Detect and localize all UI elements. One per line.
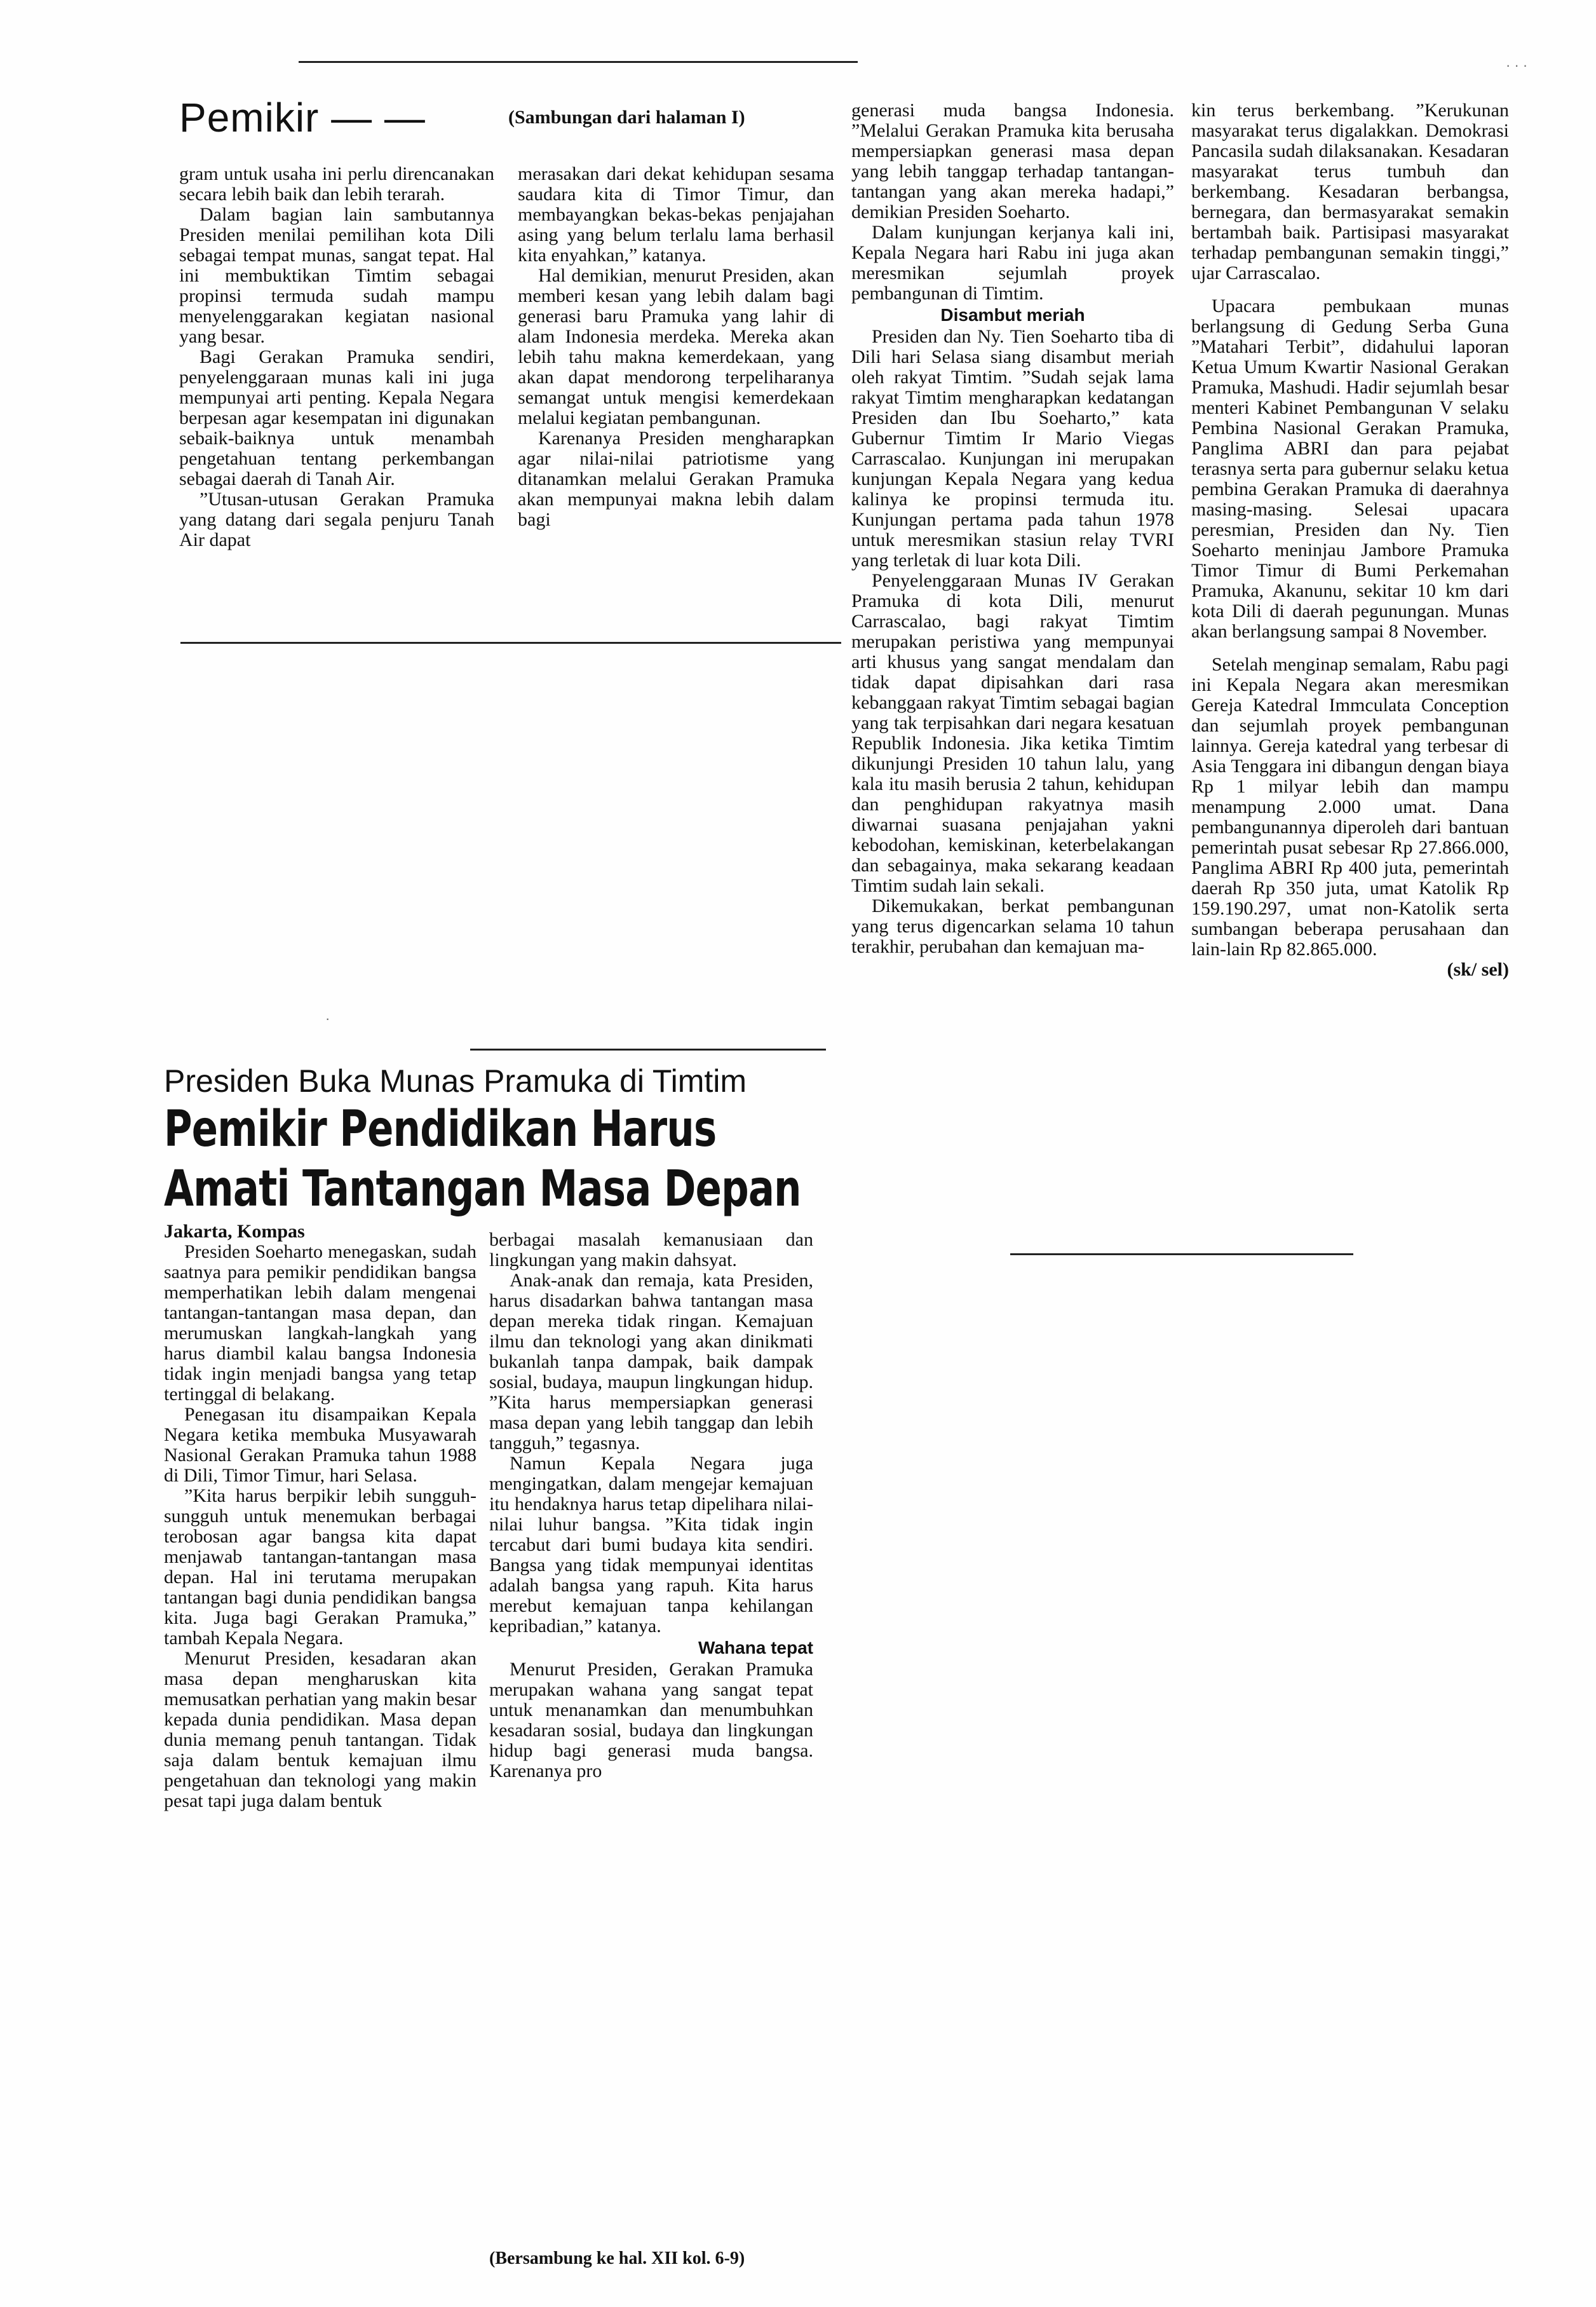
paragraph: Penegasan itu disampaikan Kepala Negara ketika membuka Musyawarah Nasional Gerakan Pramuka tahun 1988 di Dili, Timor Timur, hari Selasa.	[164, 1404, 477, 1486]
article-column-1	[164, 1222, 477, 1811]
top-column-2	[518, 164, 834, 530]
headline-line-1: Pemikir Pendidikan Harus	[164, 1101, 717, 1158]
paragraph: Dalam bagian lain sambutannya Presiden menilai pemilihan kota Dili sebagai tempat munas, sangat tepat. Hal ini membuktikan Timtim sebagai propinsi termuda sudah mampu menyelenggarakan kegiatan nasional yang besar.	[179, 204, 494, 347]
paragraph: ”Utusan-utusan Gerakan Pramuka yang datang dari segala penjuru Tanah Air dapat	[179, 489, 494, 550]
paragraph: Presiden Soeharto menegaskan, sudah saatnya para pemikir pendidikan bangsa memperhatikan lebih dalam mengenai tantangan-tantangan masa depan, dan merumuskan langkah-langkah yang harus diambil kalau bangsa Indonesia tidak ingin menjadi bangsa yang tetap tertinggal di belakang.	[164, 1241, 477, 1405]
paragraph: Bagi Gerakan Pramuka sendiri, penyelenggaraan munas kali ini juga mempunyai arti penting. Kepala Negara berpesan agar kesempatan ini digunakan sebaik-baiknya untuk menambah pengetahuan tentang perkembangan sebagai daerah di Tanah Air.	[179, 346, 494, 489]
paragraph: Menurut Presiden, Gerakan Pramuka merupakan wahana yang sangat tepat untuk menanamkan dan menumbuhkan kesadaran sosial, budaya dan lingkungan hidup bagi generasi muda bangsa. Karenanya pro	[489, 1659, 813, 1781]
paragraph: Namun Kepala Negara juga mengingatkan, dalam mengejar kemajuan itu hendaknya harus tetap dipelihara nilai-nilai luhur bangsa. ”Kita tidak ingin tercabut dari bumi budaya kita sendiri. Bangsa yang tidak mempunyai identitas adalah bangsa yang rapuh. Kita harus merebut kemajuan tanpa kehilangan kepribadian,” katanya.	[489, 1453, 813, 1637]
stray-mark: ·	[325, 1011, 330, 1026]
section-heading: Pemikir — —	[179, 95, 426, 140]
top-rule	[299, 61, 858, 63]
headline-line-2: Amati Tantangan Masa Depan	[164, 1160, 801, 1218]
top-column-1	[179, 164, 494, 550]
paragraph: berbagai masalah kemanusiaan dan lingkungan yang makin dahsyat.	[489, 1229, 813, 1270]
paragraph: Menurut Presiden, kesadaran akan masa depan mengharuskan kita memusatkan perhatian yang makin besar kepada dunia pendidikan. Masa depan dunia memang penuh tantangan. Tidak saja dalam bentuk kemajuan ilmu pengetahuan dan teknologi yang makin pesat tapi juga dalam bentuk	[164, 1648, 477, 1811]
paragraph: generasi muda bangsa Indonesia. ”Melalui Gerakan Pramuka kita berusaha mempersiapkan generasi masa depan yang lebih tanggap terhadap tantangan-tantangan yang akan mereka hadapi,” demikian Presiden Soeharto.	[851, 100, 1174, 222]
author-signature: (sk/ sel)	[1447, 959, 1509, 980]
article-headline	[164, 1099, 801, 1219]
continued-to-label: (Bersambung ke hal. XII kol. 6-9)	[489, 2249, 745, 2268]
article-kicker: Presiden Buka Munas Pramuka di Timtim	[164, 1063, 747, 1099]
paragraph: Dalam kunjungan kerjanya kali ini, Kepala Negara hari Rabu ini juga akan meresmikan sejumlah proyek pembangunan di Timtim.	[851, 222, 1174, 304]
paragraph: Karenanya Presiden mengharapkan agar nilai-nilai patriotisme yang ditanamkan melalui Gerakan Pramuka akan mempunyai makna lebih dalam bagi	[518, 428, 834, 530]
paragraph: Upacara pembukaan munas berlangsung di Gedung Serba Guna ”Matahari Terbit”, didahului laporan Ketua Umum Kwartir Nasional Gerakan Pramuka, Mashudi. Hadir sejumlah besar menteri Kabinet Pembangunan V selaku Pembina Nasional Gerakan Pramuka, Panglima ABRI dan para pejabat terasnya serta para gubernur selaku ketua pembina Gerakan Pramuka di daerahnya masing-masing. Selesai upacara peresmian, Presiden dan Ny. Tien Soeharto meninjau Jambore Pramuka Timor Timur di Bumi Perkemahan Pramuka, Akanunu, sekitar 10 km dari kota Dili di daerah pegunungan. Munas akan berlangsung sampai 8 November.	[1191, 296, 1509, 642]
subheading-wahana: Wahana tepat	[698, 1638, 813, 1657]
paragraph: Setelah menginap semalam, Rabu pagi ini Kepala Negara akan meresmikan Gereja Katedral Immculata Conception dan sejumlah proyek pembangunan lainnya. Gereja katedral yang terbesar di Asia Tenggara ini dibangun dengan biaya Rp 1 milyar lebih dan mampu menampung 2.000 umat. Dana pembangunannya diperoleh dari bantuan pemerintah pusat sebesar Rp 27.866.000, Panglima ABRI Rp 400 juta, pemerintah daerah Rp 350 juta, umat Katolik Rp 159.190.297, umat non-Katolik serta sumbangan beberapa perusahaan dan lain-lain Rp 82.865.000.	[1191, 654, 1509, 960]
paragraph: Penyelenggaraan Munas IV Gerakan Pramuka di kota Dili, menurut Carrascalao, bagi rakyat Timtim merupakan peristiwa yang mempunyai arti khusus yang sangat mendalam dan tidak dapat dipisahkan dari rasa kebanggaan rakyat Timtim sebagai bagian yang tak terpisahkan dari negara kesatuan Republik Indonesia. Jika ketika Timtim dikunjungi Presiden 10 tahun lalu, yang kala itu masih berusia 2 tahun, kehidupan dan penghidupan rakyatnya masih diwarnai suasana penjajahan yakni kebodohan, kemiskinan, keterbelakangan dan sebagainya, maka sekarang keadaan Timtim sudah lain sekali.	[851, 570, 1174, 896]
paragraph: ”Kita harus berpikir lebih sungguh-sungguh untuk menemukan berbagai terobosan agar bangsa kita dapat menjawab tantangan-tantangan masa depan. Hal ini terutama merupakan tantangan bagi dunia pendidikan bangsa kita. Juga bagi Gerakan Pramuka,” tambah Kepala Negara.	[164, 1485, 477, 1649]
dateline: Jakarta, Kompas	[164, 1221, 305, 1242]
article-column-2	[489, 1230, 813, 1781]
corner-marks: · · ·	[1506, 57, 1528, 73]
continued-from-label: (Sambungan dari halaman I)	[508, 107, 745, 128]
paragraph: Presiden dan Ny. Tien Soeharto tiba di Dili hari Selasa siang disambut meriah oleh rakyat Timtim. ”Sudah sejak lama rakyat Timtim mengharapkan kedatangan Presiden dan Ibu Soeharto,” kata Gubernur Timtim Ir Mario Viegas Carrascalao. Kunjungan ini merupakan kunjungan Kepala Negara yang kedua kalinya ke propinsi termuda itu. Kunjungan pertama pada tahun 1978 untuk meresmikan stasiun relay TVRI yang terletak di luar kota Dili.	[851, 326, 1174, 571]
paragraph: Dikemukakan, berkat pembangunan yang terus digencarkan selama 10 tahun terakhir, perubahan dan kemajuan ma-	[851, 895, 1174, 957]
paragraph: Anak-anak dan remaja, kata Presiden, harus disadarkan bahwa tantangan masa depan mereka tidak ringan. Kemajuan ilmu dan teknologi yang akan dinikmati bukanlah tanpa dampak, baik dampak sosial, budaya, maupun lingkungan hidup. ”Kita harus mempersiapkan generasi masa depan yang lebih tanggap dan lebih tangguh,” tegasnya.	[489, 1270, 813, 1453]
column-4	[1191, 100, 1509, 980]
paragraph: merasakan dari dekat kehidupan sesama saudara kita di Timor Timur, dan membayangkan bekas-bekas penjajahan asing yang belum terlalu lama berhasil kita enyahkan,” katanya.	[518, 163, 834, 266]
column-4-end-rule	[1010, 1253, 1353, 1255]
top-section-rule	[180, 642, 841, 644]
paragraph: Hal demikian, menurut Presiden, akan memberi kesan yang lebih dalam bagi generasi baru Pramuka yang lahir di alam Indonesia merdeka. Mereka akan lebih tahu makna kemerdekaan, yang akan dapat mendorong terpeliharanya semangat untuk mengisi kemerdekaan melalui kegiatan pembangunan.	[518, 265, 834, 428]
subheading-disambut: Disambut meriah	[940, 305, 1085, 325]
paragraph: gram untuk usaha ini perlu direncanakan secara lebih baik dan lebih terarah.	[179, 163, 494, 205]
paragraph: kin terus berkembang. ”Kerukunan masyarakat terus digalakkan. Demokrasi Pancasila sudah dilaksanakan. Kesadaran masyarakat terus tumbuh dan berkembang. Kesadaran berbangsa, bernegara, dan bermasyarakat semakin bertambah baik. Partisipasi masyarakat terhadap pembangunan semakin tinggi,” ujar Carrascalao.	[1191, 100, 1509, 283]
article-top-rule	[470, 1049, 826, 1051]
column-3	[851, 100, 1174, 957]
